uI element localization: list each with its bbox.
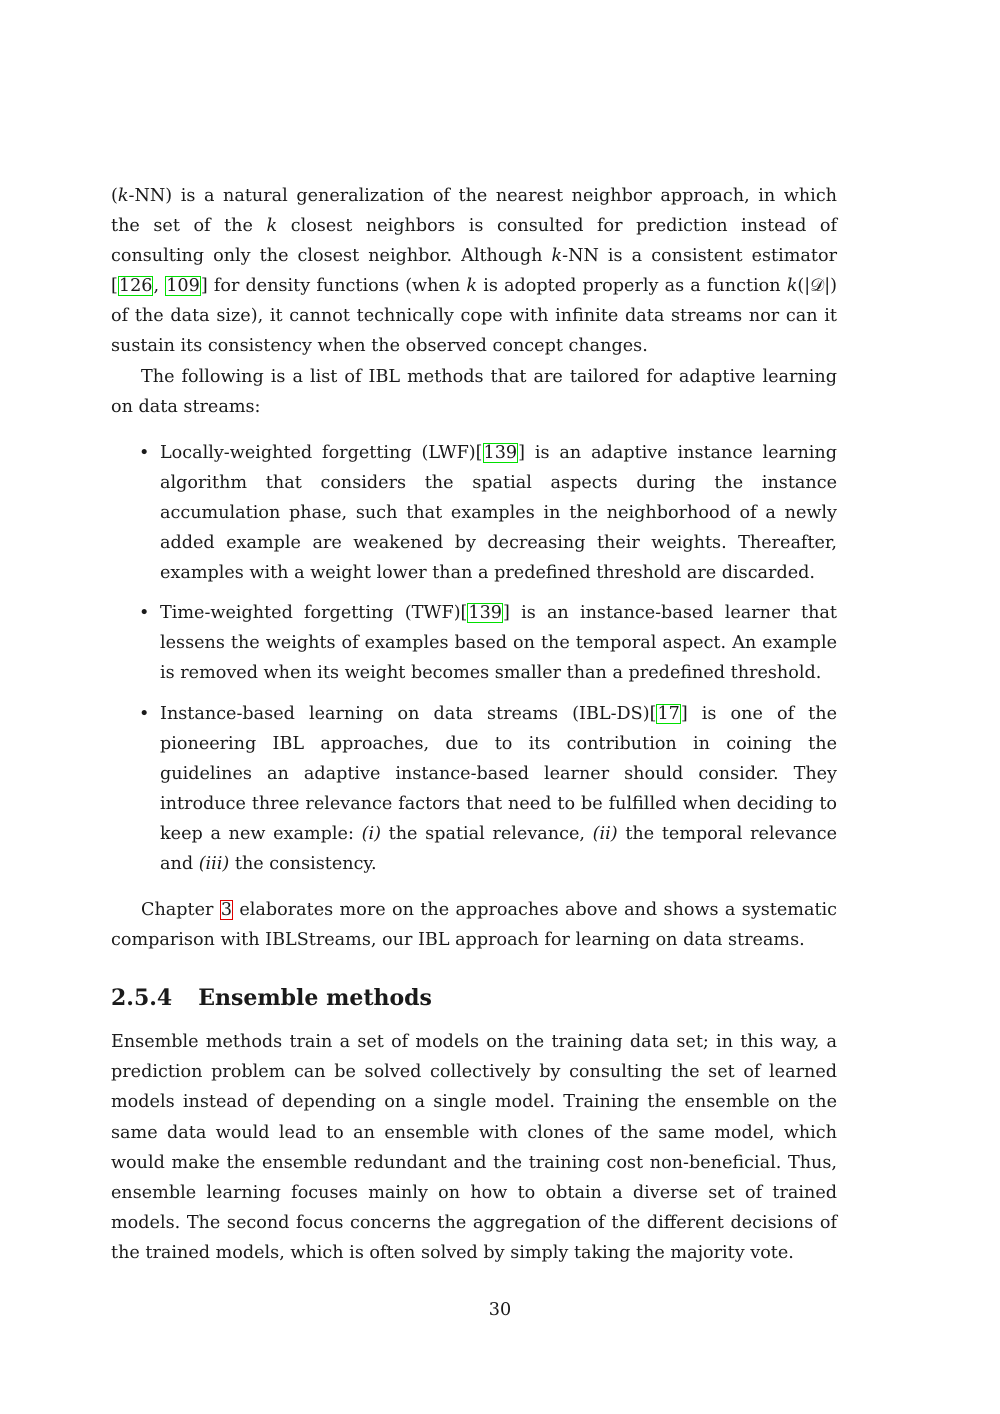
section-title: Ensemble methods — [198, 985, 432, 1012]
list-intro-paragraph: The following is a list of IBL methods that are tailored for adaptive learning on data streams: — [111, 366, 837, 417]
citation-link[interactable]: 17 — [657, 703, 680, 724]
section-number: 2.5.4 — [111, 985, 173, 1012]
chapter-reference-paragraph: Chapter 3 elaborates more on the approaches above and shows a systematic comparison with IBLStreams, our IBL approach for learning on data streams. — [111, 900, 837, 951]
knn-paragraph: (k-NN) is a natural generalization of the nearest neighbor approach, in which the set of the k closest neighbors is consulted for prediction instead of consulting only the closest neighbor. Although k-NN is a consistent estimator [126, 109] for density functions (when k is adopted properly as a function k(|𝒟|) of the data size), it cannot technically cope with infinite data streams nor can it sustain its consistency when the observed concept changes. — [111, 186, 838, 357]
ibl-methods-list — [111, 438, 837, 879]
citation-link[interactable]: 139 — [483, 442, 518, 463]
citation-link[interactable]: 139 — [468, 603, 503, 624]
list-item-twf: • Time-weighted forgetting (TWF)[139] is an instance-based learner that lessens the weights of examples based on the temporal aspect. An example is removed when its weight becomes smaller than a predefined threshold. — [160, 598, 837, 688]
list-item-lwf: • Locally-weighted forgetting (LWF)[139] is an adaptive instance learning algorithm that considers the spatial aspects during the instance accumulation phase, such that examples in the neighborhood of a newly added example are weakened by decreasing their weights. Thereafter, examples with a weight lower than a predefined threshold are discarded. — [160, 438, 837, 588]
list-item-ibl-ds: • Instance-based learning on data streams (IBL-DS)[17] is one of the pioneering IBL approaches, due to its contribution in coining the guidelines an adaptive instance-based learner should consider. They introduce three relevance factors that need to be fulfilled when deciding to keep a new example: (i) the spatial relevance, (ii) the temporal relevance and (iii) the consistency. — [160, 699, 837, 880]
citation-link[interactable]: 109 — [166, 276, 200, 297]
section-heading — [111, 983, 837, 1013]
math-expression: (|𝒟|) — [797, 276, 838, 297]
citation-link[interactable]: 126 — [118, 276, 153, 297]
chapter-link[interactable]: 3 — [220, 900, 233, 921]
page-body — [111, 181, 837, 1268]
page-number: 30 — [488, 1300, 512, 1320]
ensemble-paragraph: Ensemble methods train a set of models on the training data set; in this way, a prediction problem can be solved collectively by consulting the set of learned models instead of depending on a single model. Training the ensemble on the same data would lead to an ensemble with clones of the same model, which would make the ensemble redundant and the training cost non-beneficial. Thus, ensemble learning focuses mainly on how to obtain a diverse set of trained models. The second focus concerns the aggregation of the different decisions of the trained models, which is often solved by simply taking the majority vote. — [111, 1032, 837, 1263]
